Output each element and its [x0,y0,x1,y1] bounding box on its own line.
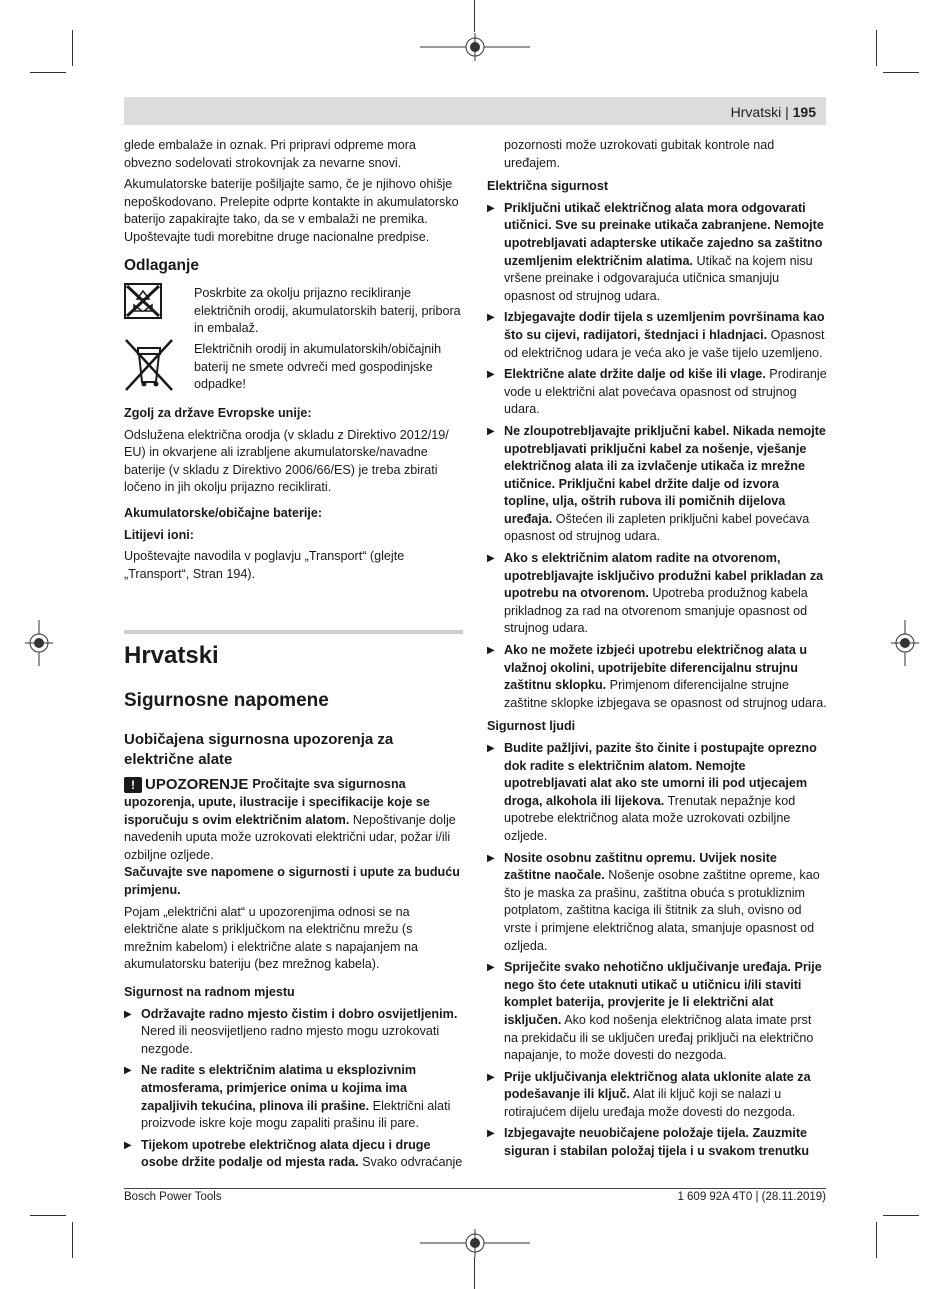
bullet-arrow-icon: ▶ [487,202,495,214]
bullet-arrow-icon: ▶ [124,1008,132,1020]
item-text: Utikač na kojem nisu vršene preinake i odgovarajuća utičnica smanjuju opasnost od strujnog udara. [504,253,813,303]
right-column [487,137,827,1165]
list-item [124,1006,464,1059]
item-bold: Ne radite s električnim alatima u eksplozivnim atmosferama, primjerice onima u kojima ima zapaljivih tekućina, plinova ili prašine. [141,1063,417,1113]
item-bold: Izbjegavajte dodir tijela s uzemljenim površinama kao što su cijevi, radijatori, štednjaci i hladnjaci. [504,310,825,342]
warning-triangle-icon: ! [124,777,142,793]
item-text: Nered ili neosvijetljeno radno mjesto mogu uzrokovati nezgode. [141,1024,440,1056]
item-bold: Tijekom upotrebe električnog alata djecu i druge osobe držite podalje od mjesta rada. [141,1137,431,1170]
item-bold: Prije uključivanja električnog alata uklonite alate za podešavanje ili ključ. [504,1069,811,1102]
crop-mark [30,72,66,73]
item-text: Nošenje osobne zaštitne opreme, kao što je maska za prašinu, zaštitna obuća s protukliznim potplatom, zaštitna kaciga ili štitnik za sluh, ovisno od vrste i primjene električnog alata, smanjuje opasnost od ozljeda. [504,868,820,953]
item-bold: Ne zloupotrebljavajte priključni kabel. Nikada nemojte upotrebljavati priključni kabel za nošenje, vješanje električnog alata ili za izvlačenje utikača iz mrežne utičnice. Priključni kabel držite dalje od izvora topline, ulja, oštrih rubova ili pomičnih dijelova uređaja. [504,423,826,526]
list-item [487,1069,827,1122]
term-text: Pojam „električni alat“ u upozorenjima odnosi se na električne alate s priključkom na električnu mrežu (s mrežnim kabelom) i električne alate s napajanjem na akumulatorsku bateriju (bez mrežnog kabela). [124,904,418,972]
item-bold: Priključni utikač električnog alata mora odgovarati utičnici. Sve su preinake utikača zabranjene. Nemojte upotrebljavati adapterske utikače zajedno sa zaštitno uzemljenim električnim alatima. [504,200,824,268]
bullet-arrow-icon: ▶ [487,645,495,657]
warning-block [124,776,464,1176]
footer-brand: Bosch Power Tools [124,1191,222,1203]
bullet-arrow-icon: ▶ [487,553,495,565]
item-text: Oštećen ili zapleten priključni kabel povećava opasnost od strujnog udara. [504,511,810,544]
li-text: Upoštevajte navodila v poglavju „Transport“ (glejte „Transport“, Stran 194). [124,549,405,581]
crop-mark [883,1215,919,1216]
bullet-arrow-icon: ▶ [487,852,495,864]
eu-heading: Zgolj za države Evropske unije: [124,406,312,420]
crop-mark [883,72,919,73]
item-text: Prodiranje vode u električni alat povećava opasnost od strujnog udara. [504,367,827,417]
item-text: Svako odvraćanje [362,1155,463,1170]
section-divider [124,630,463,634]
left-intro [124,137,464,251]
bullet-arrow-icon: ▶ [124,1139,132,1151]
crop-mark [876,1222,877,1258]
item-text: Primjenom diferencijalne strujne zaštitne sklopke izbjegava se opasnost od strujnog udara. [504,678,827,710]
crop-mark [72,1222,73,1258]
item-bold: Održavajte radno mjesto čistim i dobro osvijetljenim. [141,1006,458,1021]
list-item [487,959,827,1065]
registration-mark-icon [420,30,530,64]
language-title: Hrvatski [124,642,219,669]
paragraph: Akumulatorske baterije pošiljajte samo, če je njihovo ohišje nepoškodovano. Prelepite odprte kontakte in akumulatorsko baterijo zapakirajte tako, da se v embalaži ne premika. Upoštevajte tudi morebitne druge nacionalne predpise. [124,177,459,244]
eu-section [124,405,464,587]
eu-text: Odslužena električna orodja (v skladu z Direktivo 2012/19/ EU) in okvarjene ali izrabljene akumulatorske/navadne baterije (v skladu z Direktivo 2006/66/ES) je treba zbirati ločeno in jih okolju prijazno reciklirati. [124,427,449,495]
footer-doc-number: 1 609 92A 4T0 | (28.11.2019) [677,1191,826,1203]
crop-mark [30,1215,66,1216]
bullet-arrow-icon: ▶ [487,312,495,324]
list-item [487,850,827,956]
crop-mark [876,30,877,66]
subsection-title: Uobičajena sigurnosna upozorenja za električne alate [124,731,394,768]
item-bold: Izbjegavajte neuobičajene položaje tijela. Zauzmite siguran i stabilan položaj tijela i u svakom trenutku [504,1126,810,1159]
item-bold: Budite pažljivi, pazite što činite i postupajte oprezno dok radite s električnim alatom. Nemojte upotrebljavati alat ako ste umorni ili pod utjecajem droga, alkohola ili lijekova. [504,741,817,808]
page-number: 195 [792,104,816,120]
save-instructions: Sačuvajte sve napomene o sigurnosti i upute za buduću primjenu. [124,865,460,897]
list-item [487,740,827,846]
list-item [487,423,827,546]
recycle-packaging-icon [124,283,162,319]
paragraph: glede embalaže in oznak. Pri pripravi odpreme mora obvezno sodelovati strokovnjak za nevarne snovi. [124,138,416,170]
registration-mark-icon [22,620,56,666]
disposal-text-recycle: Poskrbite za okolju prijazno recikliranje električnih orodij, akumulatorskih baterij, pribora in embalaž. [194,286,461,336]
item-bold: Spriječite svako nehotično uključivanje uređaja. Prije nego što ćete utaknuti utikač u utičnicu i/ili staviti komplet baterija, provjerite je li električni alat isključen. [504,960,822,1027]
bullet-arrow-icon: ▶ [487,425,495,437]
bullet-arrow-icon: ▶ [487,962,495,974]
registration-mark-icon [420,1226,530,1260]
people-heading: Sigurnost ljudi [487,719,576,734]
list-item [487,1125,827,1160]
continuation-text: pozornosti može uzrokovati gubitak kontrole nad uređajem. [504,138,775,170]
li-heading: Litijevi ioni: [124,527,194,542]
section-title: Sigurnosne napomene [124,690,329,711]
item-text: Upotreba produžnog kabela prikladnog za rad na otvorenom smanjuje opasnost od strujnog udara. [504,586,808,636]
crop-mark [474,1257,475,1289]
battery-heading: Akumulatorske/običajne baterije: [124,505,323,520]
warning-bold: Pročitajte sva sigurnosna upozorenja, upute, ilustracije i specifikacije koje se isporučuju s ovim električnim alatom. [124,777,430,827]
list-item [487,309,827,362]
footer-rule [124,1188,826,1189]
item-text: Alat ili ključ koji se nalazi u rotirajućem dijelu uređaja može dovesti do nezgoda. [504,1087,796,1119]
item-text: Električni alati proizvode iskre koje mogu zapaliti prašinu ili pare. [141,1098,451,1131]
crossed-bin-icon [124,338,174,392]
list-item [487,642,827,712]
electrical-heading: Električna sigurnost [487,179,609,194]
item-text: Opasnost od električnog udara je veća ako je vaše tijelo uzemljeno. [504,327,825,360]
item-bold: Ako ne možete izbjeći upotrebu električnog alata u vlažnoj okolini, upotrijebite diferencijalnu strujnu zaštitnu sklopku. [504,643,808,693]
list-item [487,200,827,306]
item-bold: Nosite osobnu zaštitnu opremu. Uvijek nosite zaštitne naočale. [504,850,777,883]
crop-mark [72,30,73,66]
warning-badge [124,776,248,794]
warning-text: Nepoštivanje dolje navedenih uputa može uzrokovati električni udar, požar i/ili ozbiljne ozljede. [124,812,456,862]
page-header: Hrvatski | 195 [730,104,816,120]
work-area-heading: Sigurnost na radnom mjestu [124,984,295,999]
bullet-arrow-icon: ▶ [487,743,495,754]
registration-mark-icon [888,620,922,666]
crop-mark [474,0,475,32]
header-language: Hrvatski [730,104,782,120]
item-text: Trenutak nepažnje kod upotrebe električnog alata može uzrokovati ozbiljne ozljede. [504,793,796,843]
item-text: Ako kod nošenja električnog alata imate prst na prekidaču ili se uključen uređaj priključi na električno napajanje, to može dovesti do nezgoda. [504,1012,814,1063]
warning-label: UPOZORENJE [145,776,249,793]
bullet-arrow-icon: ▶ [124,1065,132,1077]
list-item [124,1062,464,1132]
list-item [487,550,827,638]
odlaganje-heading-wrap [124,257,464,279]
bullet-arrow-icon: ▶ [487,1128,495,1140]
disposal-text-bin: Električnih orodij in akumulatorskih/običajnih baterij ne smete odvreči med gospodinjske odpadke! [194,342,442,392]
list-item [124,1137,464,1172]
item-bold: Ako s električnim alatom radite na otvorenom, upotrebljavajte isključivo produžni kabel prikladan za upotrebu na otvorenom. [504,551,824,601]
section-heading-odlaganje: Odlaganje [124,257,199,274]
item-bold: Električne alate držite dalje od kiše ili vlage. [504,367,766,382]
bullet-arrow-icon: ▶ [487,369,495,381]
bullet-arrow-icon: ▶ [487,1071,495,1083]
list-item [487,366,827,419]
header-bar [124,97,826,125]
